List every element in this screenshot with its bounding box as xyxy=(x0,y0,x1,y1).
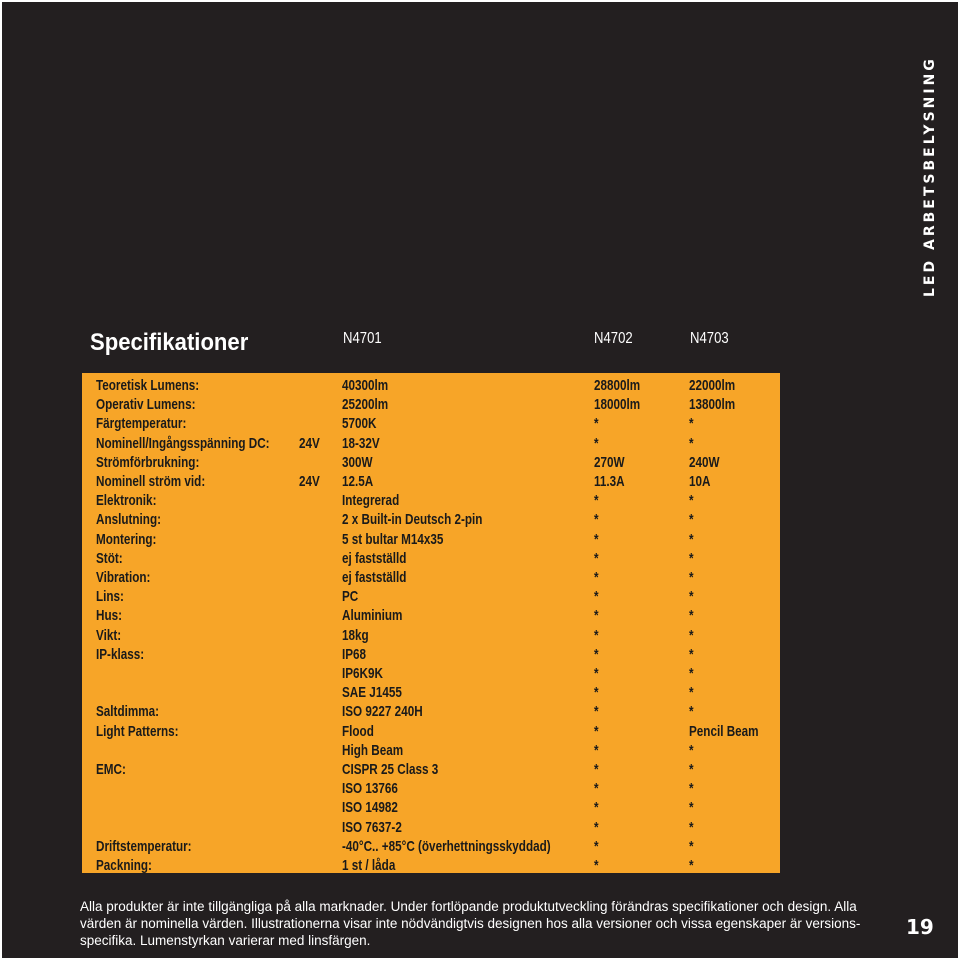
cell-n4703: * xyxy=(689,530,694,548)
cell-n4702: * xyxy=(594,626,599,644)
cell-n4702: 11.3A xyxy=(594,473,625,490)
row-label: Stöt: xyxy=(96,549,123,567)
cell-n4703: * xyxy=(689,434,694,452)
table-row xyxy=(82,568,780,587)
cell-n4703: * xyxy=(689,837,694,855)
cell-n4702: * xyxy=(594,530,599,548)
cell-n4702: * xyxy=(594,588,599,606)
table-row xyxy=(82,837,780,856)
cell-n4703: * xyxy=(689,626,694,644)
cell-n4702: * xyxy=(594,837,599,855)
cell-n4702: * xyxy=(594,569,599,586)
table-row xyxy=(82,722,780,741)
cell-n4702: * xyxy=(594,703,599,721)
cell-n4702: * xyxy=(594,780,599,798)
page-title: Specifikationer xyxy=(90,329,249,356)
cell-n4701: SAE J1455 xyxy=(342,684,402,702)
cell-n4703: * xyxy=(689,569,694,586)
cell-n4701: CISPR 25 Class 3 xyxy=(342,761,439,778)
column-header-n4701: N4701 xyxy=(343,330,382,347)
cell-n4701: Integrerad xyxy=(342,492,400,510)
cell-n4702: * xyxy=(594,684,599,702)
cell-n4701: High Beam xyxy=(342,741,404,759)
row-label: Driftstemperatur: xyxy=(96,837,192,855)
cell-n4702: 270W xyxy=(594,453,625,471)
row-label: Strömförbrukning: xyxy=(96,453,200,471)
table-row xyxy=(82,779,780,798)
cell-n4702: * xyxy=(594,722,599,740)
cell-n4703: * xyxy=(689,415,694,433)
cell-n4702: * xyxy=(594,549,599,567)
cell-n4701: IP6K9K xyxy=(342,665,383,682)
row-label: Operativ Lumens: xyxy=(96,396,196,414)
table-row xyxy=(82,530,780,549)
table-row xyxy=(82,798,780,817)
cell-n4702: * xyxy=(594,607,599,625)
cell-n4703: * xyxy=(689,607,694,625)
table-row xyxy=(82,510,780,529)
cell-n4703: * xyxy=(689,857,694,874)
row-label: Light Patterns: xyxy=(96,722,179,740)
cell-n4703: 10A xyxy=(689,473,711,490)
cell-n4702: * xyxy=(594,665,599,682)
cell-n4701: ISO 14982 xyxy=(342,799,398,817)
cell-n4701: ISO 13766 xyxy=(342,780,398,798)
spec-table xyxy=(82,373,780,873)
table-row xyxy=(82,434,780,453)
cell-n4703: 22000lm xyxy=(689,377,736,394)
cell-n4701: 40300lm xyxy=(342,377,389,394)
table-row xyxy=(82,606,780,625)
table-row xyxy=(82,683,780,702)
cell-n4702: * xyxy=(594,415,599,433)
row-label: IP-klass: xyxy=(96,645,145,663)
cell-n4702: * xyxy=(594,741,599,759)
table-row xyxy=(82,453,780,472)
row-label: Vibration: xyxy=(96,569,151,586)
row-voltage: 24V xyxy=(299,473,320,490)
row-label: Nominell/Ingångsspänning DC: xyxy=(96,434,270,452)
row-label: Teoretisk Lumens: xyxy=(96,377,200,394)
cell-n4703: * xyxy=(689,761,694,778)
row-label: Lins: xyxy=(96,588,124,606)
table-row xyxy=(82,587,780,606)
cell-n4701: PC xyxy=(342,588,359,606)
row-label: EMC: xyxy=(96,761,126,778)
table-row xyxy=(82,549,780,568)
cell-n4701: 5700K xyxy=(342,415,377,433)
cell-n4703: 240W xyxy=(689,453,720,471)
cell-n4703: * xyxy=(689,684,694,702)
cell-n4702: * xyxy=(594,645,599,663)
cell-n4702: * xyxy=(594,818,599,836)
cell-n4702: * xyxy=(594,857,599,874)
table-row xyxy=(82,626,780,645)
table-row xyxy=(82,472,780,491)
table-row xyxy=(82,818,780,837)
row-label: Elektronik: xyxy=(96,492,157,510)
cell-n4703: * xyxy=(689,588,694,606)
cell-n4701: 5 st bultar M14x35 xyxy=(342,530,444,548)
cell-n4701: -40°C.. +85°C (överhettningsskyddad) xyxy=(342,837,551,855)
cell-n4701: Flood xyxy=(342,722,374,740)
section-label: LED ARBETSBELYSNING xyxy=(922,56,938,297)
row-label: Saltdimma: xyxy=(96,703,160,721)
cell-n4703: * xyxy=(689,818,694,836)
row-label: Anslutning: xyxy=(96,511,161,529)
cell-n4703: 13800lm xyxy=(689,396,736,414)
cell-n4702: * xyxy=(594,492,599,510)
row-label: Packning: xyxy=(96,857,152,874)
table-row xyxy=(82,395,780,414)
footer-disclaimer: Alla produkter är inte tillgängliga på alla marknader. Under fortlöpande produktutveckling förändras specifikationer och design. Alla värden är nominella värden. Illustrationerna visar inte nödvändigtvis designen hos alla versioner och vissa egenskaper är versions-specifika. Lumenstyrkan varierar med linsfärgen. xyxy=(80,899,861,948)
row-voltage: 24V xyxy=(299,434,320,452)
table-row xyxy=(82,741,780,760)
cell-n4702: 28800lm xyxy=(594,377,641,394)
cell-n4701: 2 x Built-in Deutsch 2-pin xyxy=(342,511,483,529)
table-row xyxy=(82,664,780,683)
cell-n4701: IP68 xyxy=(342,645,367,663)
table-row xyxy=(82,702,780,721)
row-label: Hus: xyxy=(96,607,123,625)
cell-n4701: ISO 9227 240H xyxy=(342,703,423,721)
row-label: Montering: xyxy=(96,530,157,548)
cell-n4702: * xyxy=(594,511,599,529)
cell-n4702: 18000lm xyxy=(594,396,641,414)
table-row xyxy=(82,414,780,433)
cell-n4702: * xyxy=(594,761,599,778)
table-row xyxy=(82,856,780,875)
cell-n4702: * xyxy=(594,434,599,452)
row-label: Vikt: xyxy=(96,626,122,644)
cell-n4703: * xyxy=(689,549,694,567)
cell-n4701: 1 st / låda xyxy=(342,857,396,874)
cell-n4701: 18kg xyxy=(342,626,369,644)
row-label: Färgtemperatur: xyxy=(96,415,187,433)
table-row xyxy=(82,760,780,779)
cell-n4703: Pencil Beam xyxy=(689,722,759,740)
cell-n4701: 12.5A xyxy=(342,473,374,490)
column-header-n4702: N4702 xyxy=(594,330,633,347)
row-label: Nominell ström vid: xyxy=(96,473,206,490)
cell-n4703: * xyxy=(689,780,694,798)
table-row xyxy=(82,645,780,664)
cell-n4703: * xyxy=(689,703,694,721)
cell-n4701: 18-32V xyxy=(342,434,380,452)
cell-n4701: ej fastställd xyxy=(342,549,407,567)
cell-n4703: * xyxy=(689,511,694,529)
column-header-n4703: N4703 xyxy=(690,330,729,347)
cell-n4703: * xyxy=(689,492,694,510)
page-number: 19 xyxy=(906,915,934,939)
cell-n4701: ej fastställd xyxy=(342,569,407,586)
cell-n4701: ISO 7637-2 xyxy=(342,818,402,836)
page xyxy=(2,2,958,958)
cell-n4701: 25200lm xyxy=(342,396,389,414)
cell-n4703: * xyxy=(689,645,694,663)
cell-n4702: * xyxy=(594,799,599,817)
table-row xyxy=(82,376,780,395)
cell-n4703: * xyxy=(689,665,694,682)
cell-n4701: Aluminium xyxy=(342,607,403,625)
cell-n4701: 300W xyxy=(342,453,373,471)
cell-n4703: * xyxy=(689,799,694,817)
cell-n4703: * xyxy=(689,741,694,759)
table-row xyxy=(82,491,780,510)
